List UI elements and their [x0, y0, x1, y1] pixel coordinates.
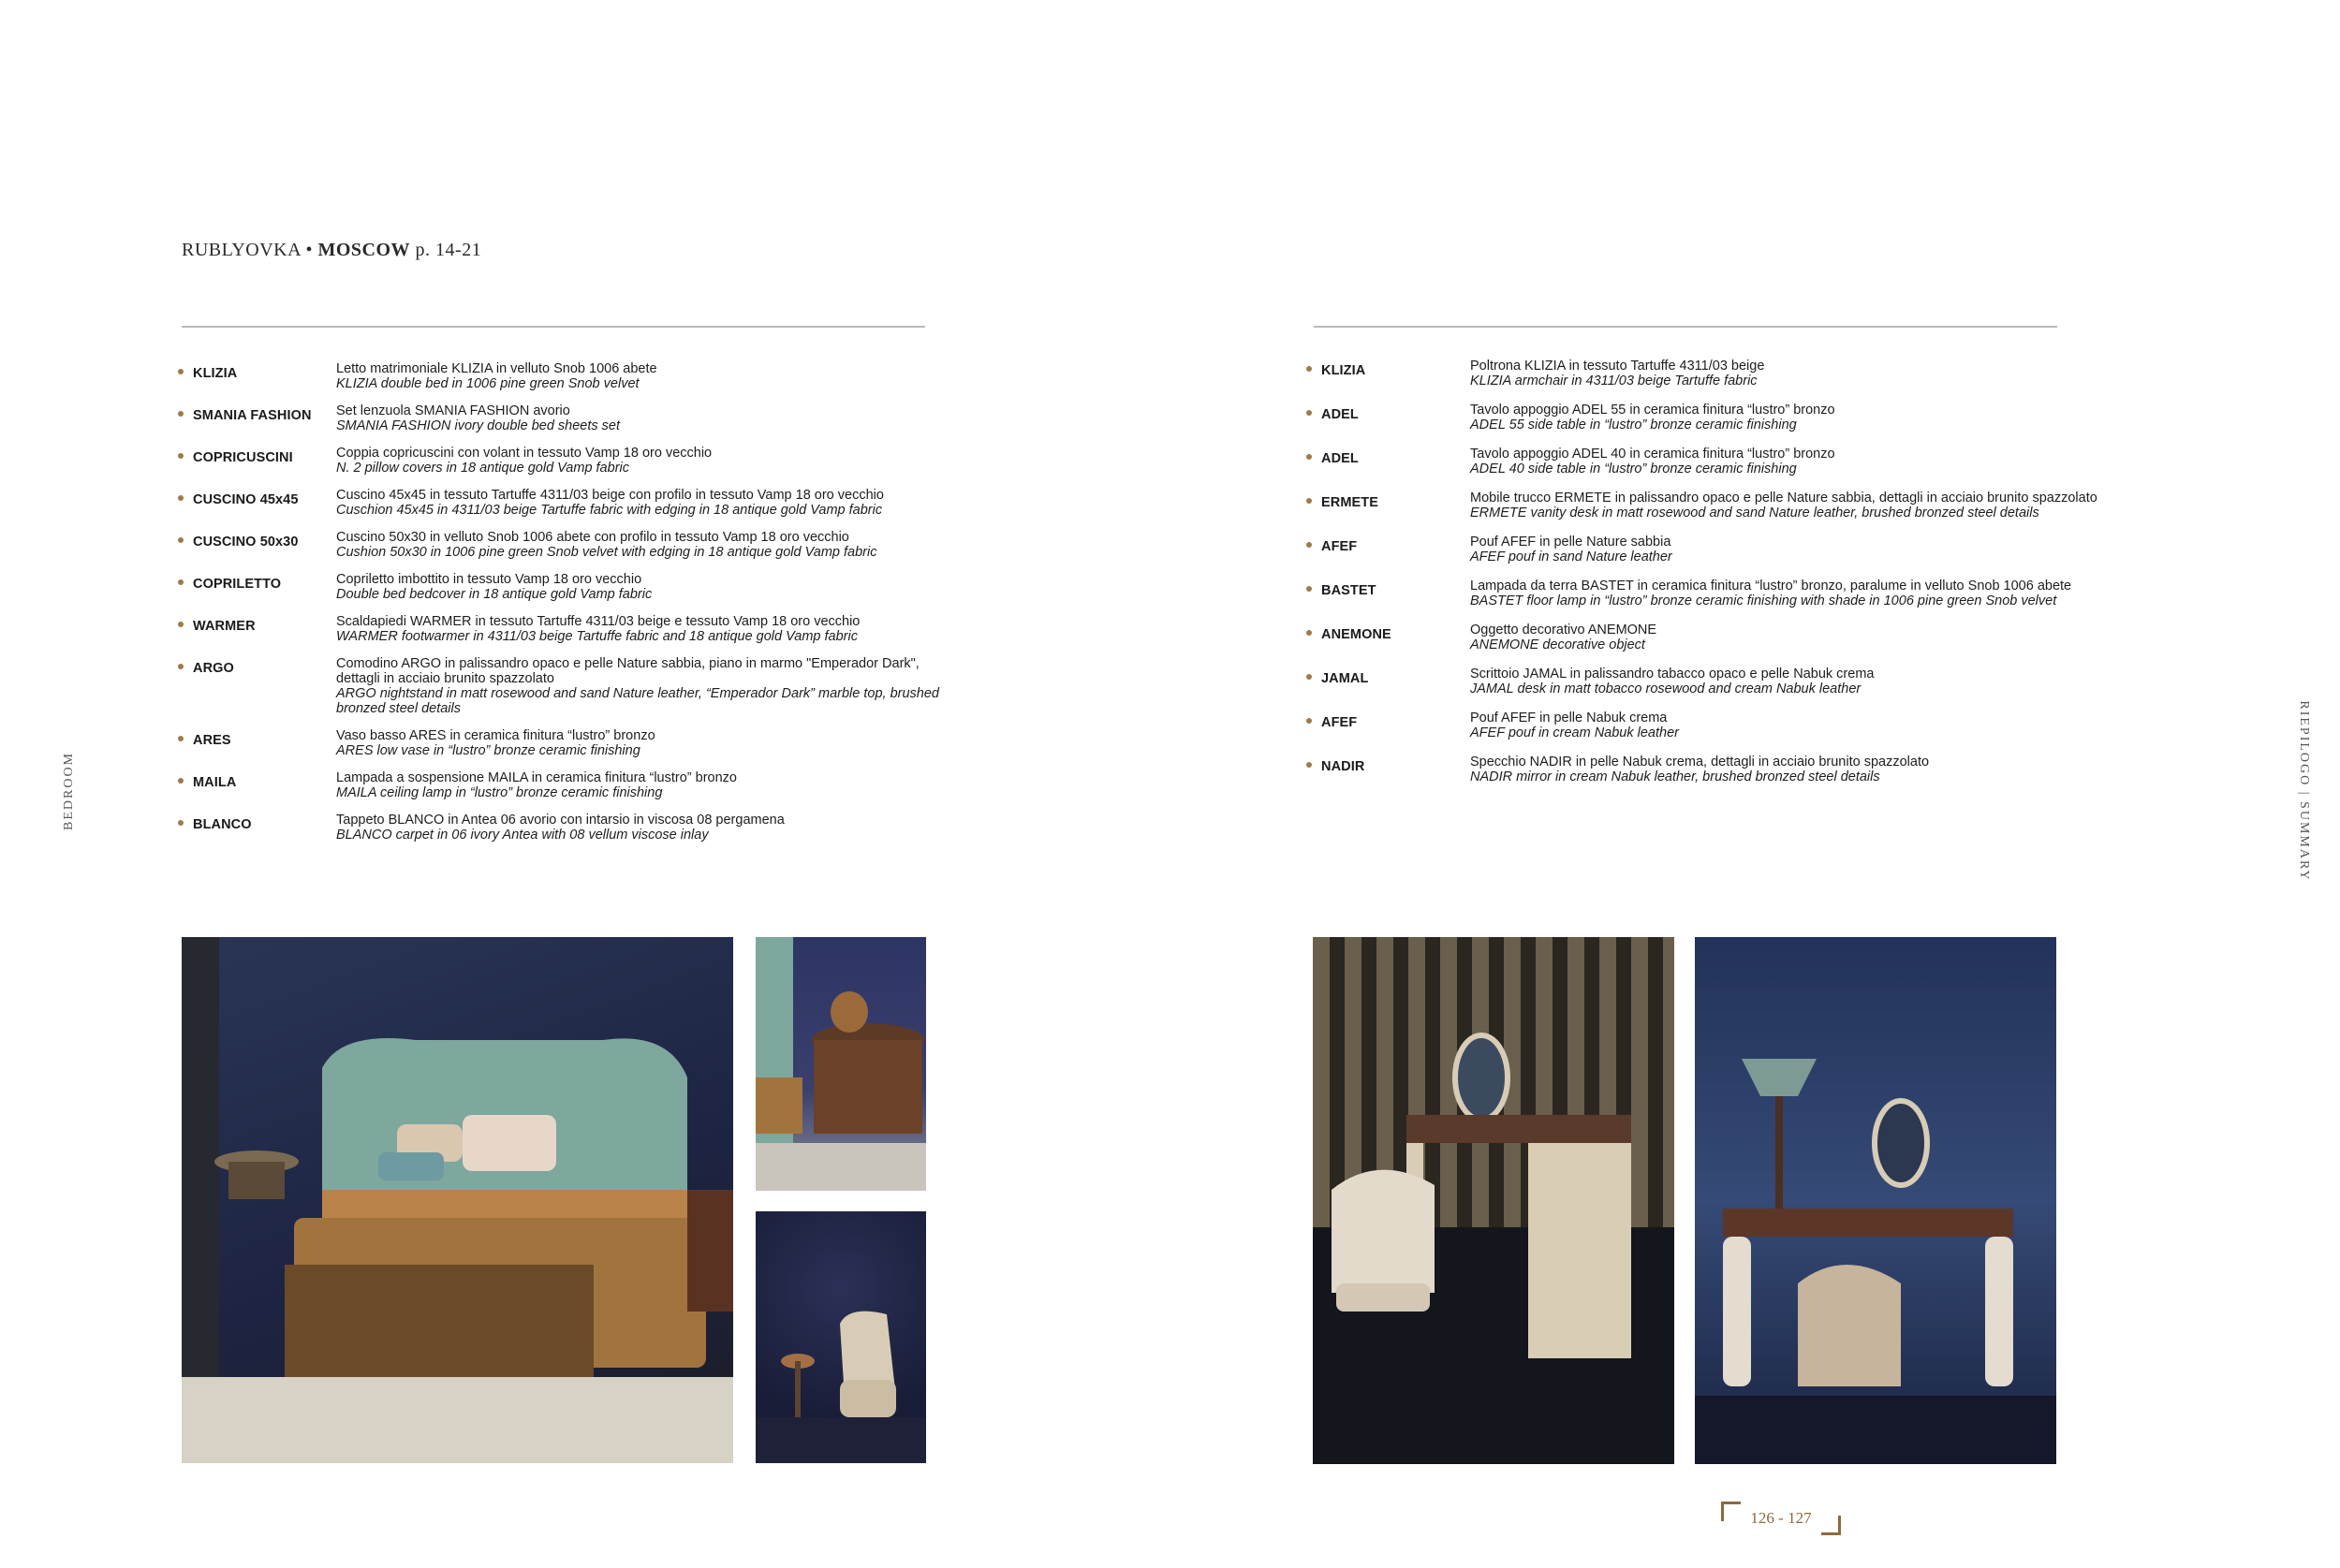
description-english: Double bed bedcover in 18 antique gold Vamp fabric: [336, 587, 653, 602]
bullet-dot: [1306, 718, 1312, 724]
product-item: [178, 813, 946, 843]
product-name: ERMETE: [1321, 495, 1379, 510]
product-item: [178, 403, 946, 433]
page-number-text: 126 - 127: [1750, 1509, 1812, 1527]
description-italian: Letto matrimoniale KLIZIA in velluto Snob 1006 abete: [336, 361, 657, 376]
description-english: AFEF pouf in cream Nabuk leather: [1470, 725, 1679, 740]
product-description: [336, 728, 655, 758]
bullet-dot: [178, 369, 184, 374]
bullet-dot: [178, 411, 184, 417]
bullet-dot: [1306, 542, 1312, 548]
product-name: KLIZIA: [1321, 363, 1366, 378]
product-item: [178, 770, 946, 800]
description-english: KLIZIA double bed in 1006 pine green Snob velvet: [336, 376, 640, 391]
description-italian: Scrittoio JAMAL in palissandro tabacco opaco e pelle Nabuk crema: [1470, 667, 1875, 681]
bullet-dot: [178, 495, 184, 501]
product-name: ARES: [193, 733, 231, 748]
description-italian: Pouf AFEF in pelle Nature sabbia: [1470, 535, 1671, 550]
product-item: [178, 728, 946, 758]
description-italian: Tavolo appoggio ADEL 40 in ceramica finitura “lustro” bronzo: [1470, 447, 1835, 462]
heading-pages: p. 14-21: [415, 240, 482, 260]
product-description: [336, 530, 876, 560]
bullet-dot: [178, 664, 184, 669]
bullet-dot: [178, 778, 184, 784]
product-name: WARMER: [193, 619, 256, 634]
description-italian: Copriletto imbottito in tessuto Vamp 18 oro vecchio: [336, 572, 642, 587]
product-description: [1470, 491, 2097, 520]
product-description: [1470, 447, 1835, 476]
heading-separator: •: [305, 240, 313, 260]
divider-left: [182, 326, 925, 328]
product-description: [1470, 711, 1679, 740]
description-italian: Tavolo appoggio ADEL 55 in ceramica finitura “lustro” bronzo: [1470, 403, 1835, 418]
left-product-list: [178, 361, 946, 855]
product-description: [336, 446, 712, 476]
description-italian: Tappeto BLANCO in Antea 06 avorio con intarsio in viscosa 08 pergamena: [336, 813, 785, 828]
product-description: [1470, 535, 1672, 564]
product-name: NADIR: [1321, 759, 1365, 774]
product-name: AFEF: [1321, 539, 1358, 554]
page-heading: [182, 240, 481, 261]
product-name: COPRICUSCINI: [193, 450, 293, 465]
product-description: [1470, 667, 1874, 696]
product-item: [178, 488, 946, 518]
product-description: [1470, 579, 2071, 608]
bullet-dot: [1306, 410, 1312, 416]
description-italian: Pouf AFEF in pelle Nabuk crema: [1470, 711, 1668, 725]
description-italian: Cuscino 50x30 in velluto Snob 1006 abete con profilo in tessuto Vamp 18 oro vecchio: [336, 530, 849, 545]
description-italian: Lampada a sospensione MAILA in ceramica finitura “lustro” bronzo: [336, 770, 737, 785]
description-english: Cuschion 45x45 in 4311/03 beige Tartuffe fabric with edging in 18 antique gold Vamp fabric: [336, 503, 883, 518]
bullet-dot: [1306, 498, 1312, 504]
description-italian: Specchio NADIR in pelle Nabuk crema, dettagli in acciaio brunito spazzolato: [1470, 755, 1930, 769]
product-name: JAMAL: [1321, 671, 1369, 686]
product-description: [1470, 623, 1656, 652]
side-label-summary: RIEPILOGO | SUMMARY: [2297, 700, 2311, 882]
vanity-desk-photo: [1313, 937, 1674, 1464]
armchair-detail-photo: [756, 1211, 926, 1463]
bullet-dot: [178, 537, 184, 543]
description-italian: Mobile trucco ERMETE in palissandro opaco e pelle Nature sabbia, dettagli in acciaio brunito spazzolato: [1470, 491, 2097, 506]
bullet-dot: [178, 579, 184, 585]
description-italian: Lampada da terra BASTET in ceramica finitura “lustro” bronzo, paralume in velluto Snob 1006 abete: [1470, 579, 2072, 593]
description-italian: Set lenzuola SMANIA FASHION avorio: [336, 403, 570, 418]
description-english: KLIZIA armchair in 4311/03 beige Tartuffe fabric: [1470, 374, 1758, 388]
description-italian: Comodino ARGO in palissandro opaco e pelle Nature sabbia, piano in marmo "Emperador Dark", dettagli in acciaio brunito spazzolato: [336, 656, 920, 686]
product-name: ADEL: [1321, 407, 1359, 422]
description-english: Cushion 50x30 in 1006 pine green Snob velvet with edging in 18 antique gold Vamp fabric: [336, 545, 877, 560]
bullet-dot: [178, 736, 184, 741]
product-name: ADEL: [1321, 451, 1359, 466]
heading-series: RUBLYOVKA: [182, 240, 301, 260]
product-item: [178, 656, 946, 716]
nightstand-detail-photo: [756, 937, 926, 1191]
description-english: BLANCO carpet in 06 ivory Antea with 08 vellum viscose inlay: [336, 828, 709, 843]
product-item: [1306, 579, 2130, 608]
heading-location: MOSCOW: [317, 240, 411, 260]
bullet-dot: [1306, 586, 1312, 592]
description-english: ANEMONE decorative object: [1470, 637, 1645, 652]
writing-desk-photo: [1695, 937, 2056, 1464]
product-name: SMANIA FASHION: [193, 408, 312, 423]
description-english: ARGO nightstand in matt rosewood and sand Nature leather, “Emperador Dark” marble top, brushed bronzed steel details: [336, 686, 939, 716]
description-english: JAMAL desk in matt tobacco rosewood and cream Nabuk leather: [1470, 681, 1862, 696]
description-italian: Poltrona KLIZIA in tessuto Tartuffe 4311/03 beige: [1470, 359, 1765, 374]
product-description: [336, 488, 884, 518]
product-description: [336, 813, 785, 843]
product-description: [336, 770, 737, 800]
product-item: [178, 530, 946, 560]
bullet-dot: [178, 622, 184, 627]
description-english: ADEL 40 side table in “lustro” bronze ceramic finishing: [1470, 462, 1797, 476]
description-italian: Coppia copricuscini con volant in tessuto Vamp 18 oro vecchio: [336, 446, 713, 461]
bullet-dot: [178, 453, 184, 459]
product-name: BASTET: [1321, 583, 1376, 598]
description-english: BASTET floor lamp in “lustro” bronze ceramic finishing with shade in 1006 pine green Snob velvet: [1470, 593, 2057, 608]
product-item: [178, 446, 946, 476]
right-product-list: [1306, 359, 2130, 799]
bullet-dot: [1306, 674, 1312, 680]
product-item: [1306, 623, 2130, 652]
product-item: [1306, 711, 2130, 740]
bullet-dot: [1306, 762, 1312, 768]
product-name: COPRILETTO: [193, 577, 282, 592]
side-label-bedroom: BEDROOM: [62, 751, 76, 831]
description-italian: Vaso basso ARES in ceramica finitura “lustro” bronzo: [336, 728, 655, 743]
bullet-dot: [1306, 366, 1312, 372]
product-description: [1470, 755, 1929, 784]
description-english: MAILA ceiling lamp in “lustro” bronze ceramic finishing: [336, 785, 663, 800]
product-item: [1306, 359, 2130, 388]
description-english: ERMETE vanity desk in matt rosewood and sand Nature leather, brushed bronzed steel details: [1470, 506, 2039, 520]
product-item: [178, 614, 946, 644]
description-english: SMANIA FASHION ivory double bed sheets set: [336, 418, 621, 433]
product-description: [1470, 403, 1835, 432]
description-english: ARES low vase in “lustro” bronze ceramic finishing: [336, 743, 640, 758]
bullet-dot: [1306, 454, 1312, 460]
product-name: CUSCINO 45x45: [193, 492, 299, 507]
bullet-dot: [1306, 630, 1312, 636]
bedroom-bed-photo: [182, 937, 733, 1463]
product-description: [336, 403, 620, 433]
product-item: [178, 361, 946, 391]
product-name: KLIZIA: [193, 366, 238, 381]
product-description: [336, 656, 946, 716]
product-description: [336, 572, 652, 602]
product-item: [1306, 403, 2130, 432]
product-name: ARGO: [193, 661, 234, 676]
page-number: [1721, 1502, 1841, 1535]
product-item: [1306, 447, 2130, 476]
product-item: [1306, 667, 2130, 696]
product-item: [1306, 535, 2130, 564]
product-name: CUSCINO 50x30: [193, 535, 299, 550]
product-item: [1306, 491, 2130, 520]
description-english: AFEF pouf in sand Nature leather: [1470, 550, 1672, 564]
description-english: NADIR mirror in cream Nabuk leather, brushed bronzed steel details: [1470, 769, 1880, 784]
product-name: MAILA: [193, 775, 237, 790]
description-english: N. 2 pillow covers in 18 antique gold Vamp fabric: [336, 461, 629, 476]
product-name: AFEF: [1321, 715, 1358, 730]
product-description: [336, 614, 860, 644]
description-english: ADEL 55 side table in “lustro” bronze ceramic finishing: [1470, 418, 1797, 432]
product-item: [178, 572, 946, 602]
product-name: ANEMONE: [1321, 627, 1391, 642]
description-italian: Oggetto decorativo ANEMONE: [1470, 623, 1657, 637]
description-italian: Cuscino 45x45 in tessuto Tartuffe 4311/03 beige con profilo in tessuto Vamp 18 oro vecchio: [336, 488, 884, 503]
divider-right: [1314, 326, 2057, 328]
product-name: BLANCO: [193, 817, 252, 832]
product-description: [336, 361, 657, 391]
bullet-dot: [178, 820, 184, 826]
description-italian: Scaldapiedi WARMER in tessuto Tartuffe 4311/03 beige e tessuto Vamp 18 oro vecchio: [336, 614, 861, 629]
product-description: [1470, 359, 1764, 388]
description-english: WARMER footwarmer in 4311/03 beige Tartuffe fabric and 18 antique gold Vamp fabric: [336, 629, 858, 644]
product-item: [1306, 755, 2130, 784]
